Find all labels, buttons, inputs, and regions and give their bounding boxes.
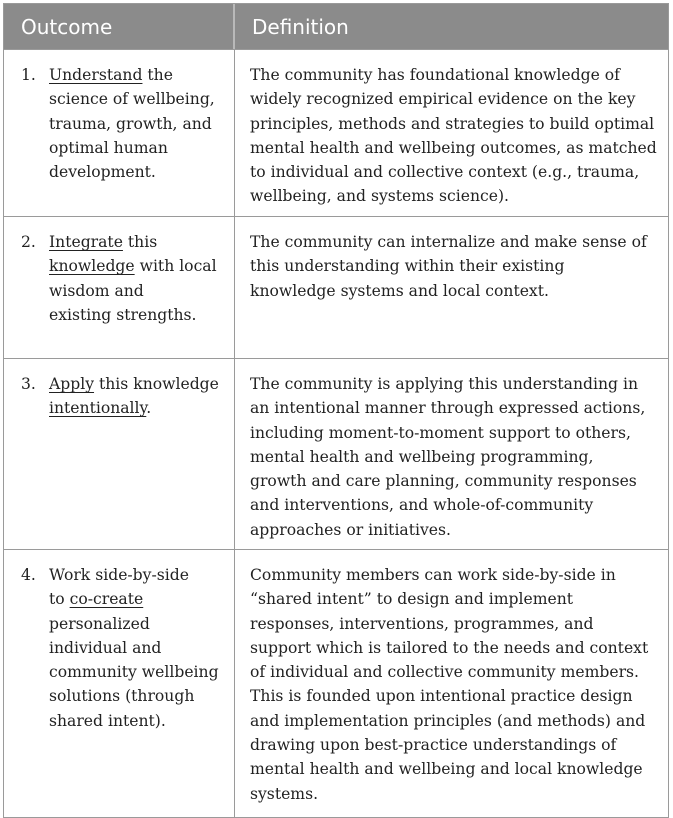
table-row bbox=[4, 549, 668, 817]
outcome-line: wisdom and bbox=[49, 281, 144, 300]
outcome-line: this bbox=[122, 233, 158, 251]
row-number: 1. bbox=[21, 66, 36, 84]
outcome-line: solutions (through bbox=[49, 687, 195, 706]
underlined-term: co-create bbox=[69, 590, 144, 609]
outcome-cell bbox=[4, 217, 235, 358]
definition-cell bbox=[235, 217, 668, 358]
outcome-line: Work side-by-side bbox=[49, 566, 189, 584]
definition-line: widely recognized empirical evidence on the key bbox=[250, 90, 636, 109]
underlined-term: Understand bbox=[49, 66, 143, 84]
definition-line: The community has foundational knowledge of bbox=[250, 66, 620, 84]
definition-cell bbox=[235, 550, 668, 817]
definition-line: systems. bbox=[250, 784, 319, 803]
definition-line: principles, methods and strategies to build optimal bbox=[250, 114, 655, 133]
outcome-text bbox=[49, 372, 228, 549]
definition-line: including moment-to-moment support to others, bbox=[250, 423, 631, 442]
outcome-line: the bbox=[142, 66, 173, 84]
outcome-line: community wellbeing bbox=[49, 663, 219, 682]
definition-line: and implementation principles (and methods) and bbox=[250, 711, 646, 730]
underlined-term: Apply bbox=[49, 375, 95, 393]
definition-line: The community is applying this understanding in bbox=[250, 375, 639, 393]
table-header bbox=[4, 4, 668, 49]
outcome-cell bbox=[4, 359, 235, 549]
definition-line: mental health and wellbeing outcomes, as matched bbox=[250, 138, 657, 157]
definition-line: approaches or initiatives. bbox=[250, 520, 451, 539]
header-outcome: Outcome bbox=[4, 4, 235, 49]
outcome-line: this knowledge bbox=[94, 375, 219, 393]
table-row bbox=[4, 216, 668, 358]
outcome-text bbox=[49, 63, 228, 216]
definition-line: This is founded upon intentional practice design bbox=[250, 687, 633, 706]
definition-line: “shared intent” to design and implement bbox=[250, 590, 574, 609]
definition-line: mental health and wellbeing programming, bbox=[250, 447, 594, 466]
definition-line: this understanding within their existing bbox=[250, 257, 565, 276]
outcome-line: shared intent). bbox=[49, 711, 166, 730]
underlined-term: knowledge bbox=[49, 257, 135, 276]
outcomes-table bbox=[3, 3, 669, 818]
definition-line: wellbeing, and systems science). bbox=[250, 187, 510, 206]
row-number: 2. bbox=[21, 233, 36, 251]
table-row bbox=[4, 49, 668, 216]
definition-line: responses, interventions, programmes, and bbox=[250, 614, 594, 633]
definition-cell bbox=[235, 50, 668, 216]
definition-line: mental health and wellbeing and local knowledge bbox=[250, 760, 643, 779]
outcome-text bbox=[49, 230, 228, 358]
header-definition: Definition bbox=[252, 14, 349, 39]
outcome-cell bbox=[4, 50, 235, 216]
definition-line: The community can internalize and make sense of bbox=[250, 233, 647, 251]
definition-line: and interventions, and whole-of-community bbox=[250, 496, 594, 515]
outcome-line: development. bbox=[49, 163, 156, 182]
outcome-line: to bbox=[49, 590, 70, 609]
definition-line: Community members can work side-by-side in bbox=[250, 566, 616, 584]
definition-line: an intentional manner through expressed actions, bbox=[250, 399, 646, 418]
row-number: 3. bbox=[21, 375, 36, 393]
definition-line: knowledge systems and local context. bbox=[250, 281, 549, 300]
outcome-text bbox=[49, 563, 228, 817]
outcome-line: with local bbox=[134, 257, 217, 276]
table-row bbox=[4, 358, 668, 549]
definition-line: to individual and collective context (e.g., trauma, bbox=[250, 163, 640, 182]
underlined-term: Integrate bbox=[49, 233, 123, 251]
outcome-line: . bbox=[146, 399, 152, 418]
outcome-line: science of wellbeing, bbox=[49, 90, 215, 109]
row-number: 4. bbox=[21, 566, 36, 584]
definition-line: of individual and collective community members. bbox=[250, 663, 639, 682]
definition-line: growth and care planning, community responses bbox=[250, 472, 637, 491]
definition-cell bbox=[235, 359, 668, 549]
outcome-line: individual and bbox=[49, 638, 162, 657]
outcome-line: personalized bbox=[49, 614, 150, 633]
outcome-cell bbox=[4, 550, 235, 817]
outcome-line: trauma, growth, and bbox=[49, 114, 212, 133]
underlined-term: intentionally bbox=[49, 399, 147, 418]
outcome-line: optimal human bbox=[49, 138, 168, 157]
definition-line: drawing upon best-practice understandings of bbox=[250, 736, 617, 755]
definition-line: support which is tailored to the needs and context bbox=[250, 638, 649, 657]
outcome-line: existing strengths. bbox=[49, 305, 197, 324]
